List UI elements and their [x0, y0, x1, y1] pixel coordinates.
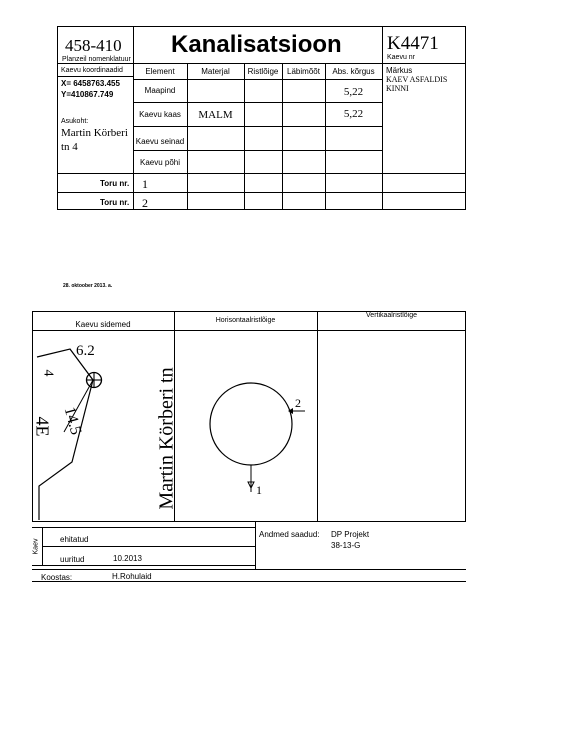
- measured-value: 10.2013: [113, 554, 142, 563]
- divider: [32, 565, 255, 566]
- column-header: Ristlõige: [247, 67, 279, 76]
- street-name: Martin Körberi tn: [155, 367, 178, 510]
- well-code: K4471: [387, 33, 439, 54]
- column-header: Kaevu sidemed: [75, 320, 131, 329]
- well-cross-section: [210, 383, 292, 465]
- divider: [32, 569, 466, 570]
- pipe-label: Toru nr.: [100, 198, 130, 207]
- column-header: Läbimõõt: [287, 67, 320, 76]
- compiled-value: H.Rohulaid: [112, 572, 152, 581]
- table-cell: Kaevu põhi: [139, 158, 181, 167]
- date-note: 28. oktoober 2013. a.: [63, 283, 113, 289]
- divider: [42, 527, 43, 565]
- side-label: Kaev: [32, 538, 40, 555]
- divider: [32, 581, 466, 582]
- remarks-text: KINNI: [386, 84, 409, 93]
- plan-number: 458-410: [65, 36, 122, 55]
- table-cell: Kaevu kaas: [139, 110, 181, 119]
- sketch-measure: 4: [40, 369, 56, 377]
- column-header: Horisontaalristlõige: [215, 317, 276, 324]
- source-value: DP Projekt: [331, 530, 370, 539]
- divider: [42, 546, 255, 547]
- coord-y: Y=410867.749: [61, 90, 114, 99]
- pipe-number: 2: [142, 196, 148, 210]
- page-title: Kanalisatsioon: [171, 31, 342, 58]
- column-header: Materjal: [201, 67, 230, 76]
- table-cell: 5,22: [343, 108, 364, 120]
- source-label: Andmed saadud:: [259, 530, 320, 539]
- pipe-number: 1: [142, 177, 148, 191]
- measured-label: uuritud: [60, 555, 85, 564]
- divider: [32, 527, 255, 528]
- column-header: Element: [145, 67, 175, 76]
- well-label: Kaevu nr: [387, 54, 416, 61]
- remarks-label: Märkus: [386, 66, 413, 75]
- built-label: ehitatud: [60, 535, 89, 544]
- column-header: Vertikaalristlõige: [366, 312, 417, 319]
- table-cell: 5,22: [343, 86, 364, 98]
- source-value: 38-13-G: [331, 541, 361, 550]
- remarks-text: KAEV ASFALDIS: [386, 75, 448, 84]
- table-cell: Maapind: [144, 86, 176, 95]
- column-header: Abs. kõrgus: [332, 67, 375, 76]
- coords-label: Kaevu koordinaadid: [61, 67, 123, 74]
- table-cell: Kaevu seinad: [135, 137, 185, 146]
- table-cell: MALM: [198, 109, 233, 121]
- compiled-label: Koostas:: [41, 573, 73, 582]
- location-line2: tn 4: [61, 141, 78, 153]
- location-line1: Martin Körberi: [61, 127, 128, 139]
- coord-x: X= 6458763.455: [61, 79, 120, 88]
- sketch-measure: 6.2: [76, 343, 95, 359]
- plan-label: Planzeil nomenklatuur: [62, 56, 131, 63]
- location-label: Asukoht:: [61, 118, 89, 125]
- pipe-2-label: 2: [295, 396, 301, 410]
- divider: [255, 522, 256, 569]
- sketch-measure: 4E: [32, 416, 53, 437]
- sketch-measure: 14.5: [60, 405, 85, 437]
- pipe-1-label: 1: [256, 483, 262, 497]
- pipe-label: Toru nr.: [100, 179, 130, 188]
